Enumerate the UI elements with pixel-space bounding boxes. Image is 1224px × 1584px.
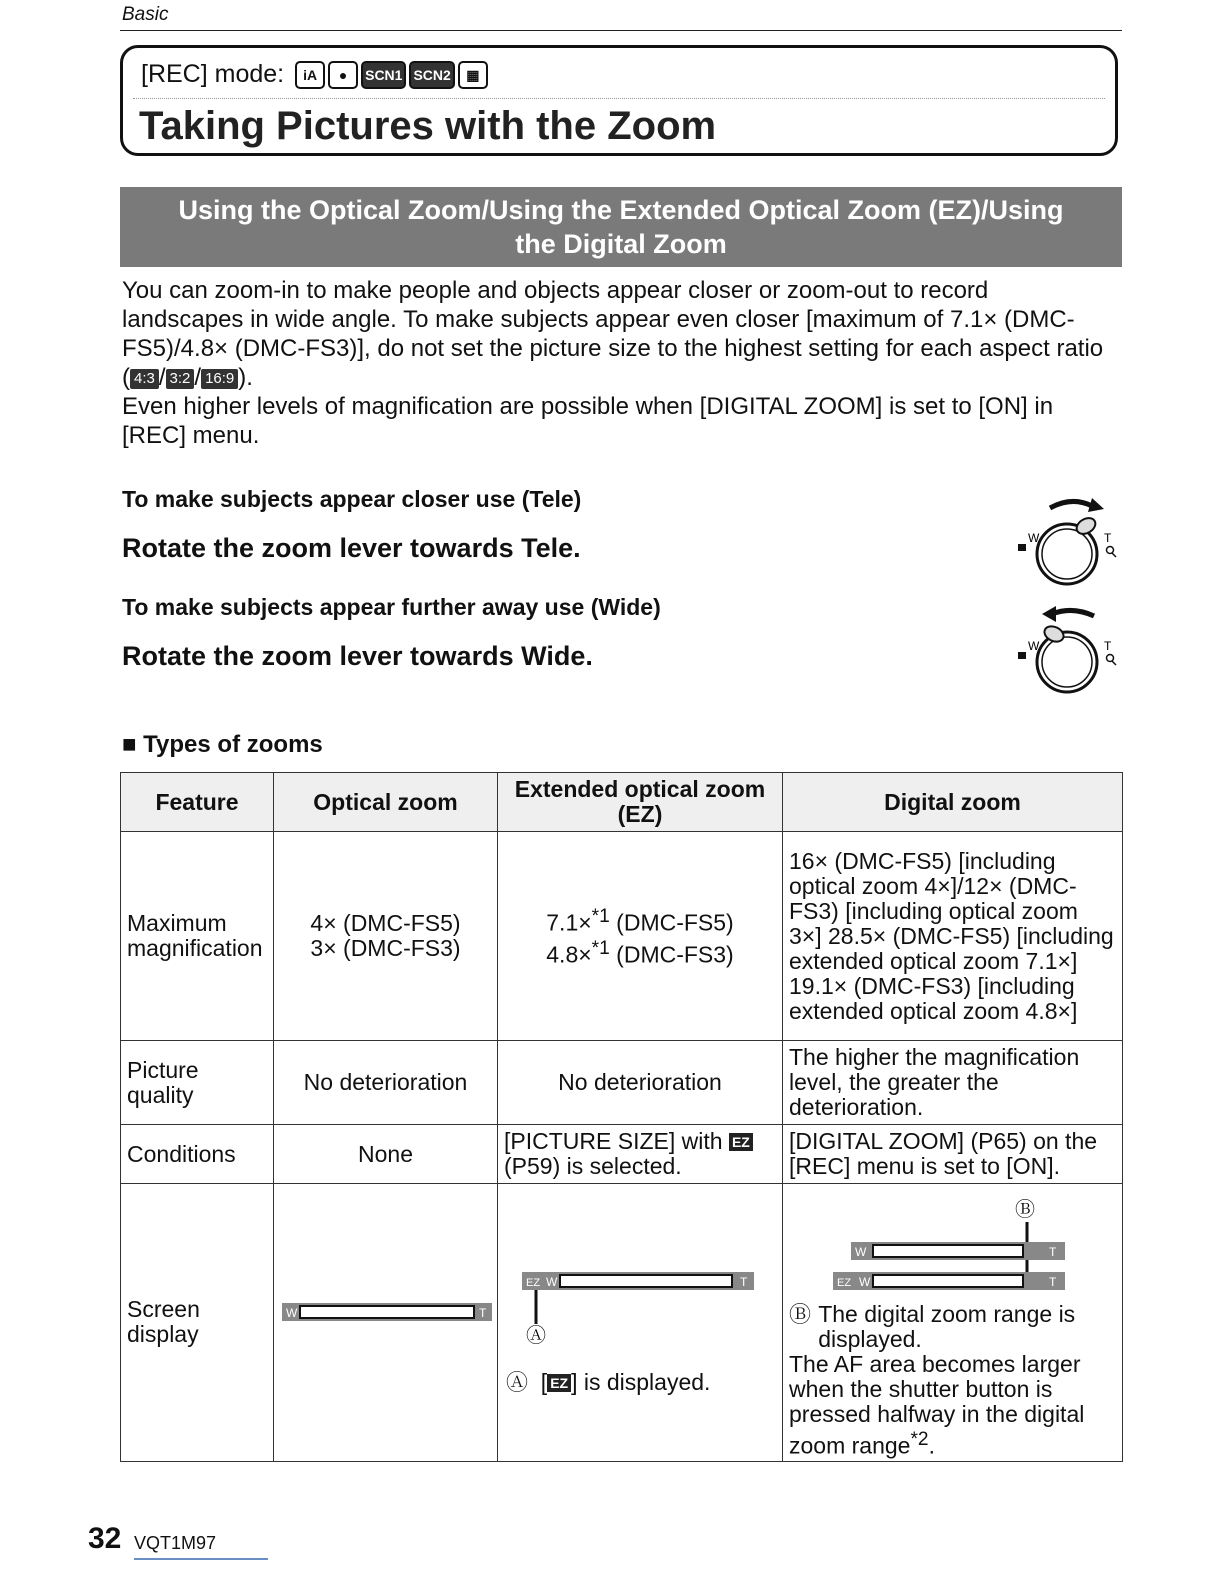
lever-w-label: W bbox=[1028, 639, 1040, 653]
types-heading bbox=[122, 731, 323, 759]
digital-note-b-text: The digital zoom range is displayed. bbox=[818, 1301, 1076, 1352]
table-row bbox=[121, 1125, 1123, 1184]
page-number: 32 bbox=[88, 1522, 122, 1555]
cell-max-label: Maximum magnification bbox=[121, 832, 274, 1041]
wide-subheading: To make subjects appear further away use (Wide) bbox=[122, 594, 661, 620]
cell-screen-label: Screen display bbox=[121, 1184, 274, 1462]
tele-subheading: To make subjects appear closer use (Tele) bbox=[122, 486, 582, 512]
bar-t-label: T bbox=[1049, 1275, 1057, 1289]
banner-line-2: the Digital Zoom bbox=[515, 229, 727, 259]
ez-fs3-model: (DMC-FS3) bbox=[609, 941, 734, 968]
intelligent-auto-icon: iA bbox=[295, 61, 325, 89]
bar-t-label: T bbox=[740, 1275, 748, 1289]
cell-quality-ez: No deterioration bbox=[498, 1041, 783, 1125]
bar-ez-label: EZ bbox=[837, 1277, 852, 1289]
cell-conditions-label: Conditions bbox=[121, 1125, 274, 1184]
ez-screen-note bbox=[504, 1370, 776, 1395]
intro-text bbox=[122, 276, 1112, 450]
cell-screen-optical bbox=[274, 1184, 498, 1462]
cell-quality-digital: The higher the magnification level, the greater the deterioration. bbox=[783, 1041, 1123, 1125]
tele-instruction: Rotate the zoom lever towards Tele. bbox=[122, 533, 581, 563]
digital-note bbox=[789, 1352, 1116, 1459]
bar-w-label: W bbox=[855, 1245, 867, 1259]
scene1-icon: SCN1 bbox=[361, 61, 406, 89]
intro-paragraph-1: You can zoom-in to make people and objects appear closer or zoom-out to record landscapes in wide angle. To make subjects appear even closer [maximum of 7.1× (DMC-FS5)/4.8× (DMC-FS3)], do not set the picture size to the highest setting for each aspect ratio ( 4:3 / 3:2 / 16:9 ). bbox=[122, 277, 1104, 391]
ez-icon: EZ bbox=[547, 1374, 571, 1392]
intro-paragraph-2: Even higher levels of magnification are possible when [DIGITAL ZOOM] is set to [ON] in [REC] menu. bbox=[122, 393, 1054, 449]
section-banner bbox=[120, 187, 1122, 267]
cell-conditions-digital: [DIGITAL ZOOM] (P65) on the [REC] menu is set to [ON]. bbox=[783, 1125, 1123, 1184]
bar-t-label: T bbox=[1049, 1245, 1057, 1259]
digital-note-text: The AF area becomes larger when the shutter button is pressed halfway in the digital zoom range bbox=[789, 1351, 1085, 1459]
cell-max-ez bbox=[498, 832, 783, 1041]
wide-instruction: Rotate the zoom lever towards Wide. bbox=[122, 641, 593, 671]
digital-zoom-bar-icon bbox=[789, 1186, 1115, 1298]
cell-conditions-optical: None bbox=[274, 1125, 498, 1184]
ez-note-mark: *1 bbox=[591, 906, 610, 928]
bar-ez-label: EZ bbox=[526, 1277, 541, 1289]
document-code: VQT1M97 bbox=[134, 1533, 217, 1553]
marker-b-label: Ⓑ bbox=[789, 1302, 812, 1327]
lever-w-label: W bbox=[1028, 531, 1040, 545]
ez-fs5-value: 7.1× bbox=[546, 910, 592, 936]
digital-note-mark: *2 bbox=[910, 1429, 929, 1450]
marker-b: Ⓑ bbox=[1015, 1197, 1035, 1221]
cell-screen-digital bbox=[783, 1184, 1123, 1462]
digital-note-b bbox=[789, 1302, 1116, 1352]
bar-w-label: W bbox=[546, 1275, 558, 1289]
bar-w-label: W bbox=[859, 1275, 871, 1289]
header-extended: Extended optical zoom (EZ) bbox=[498, 773, 783, 832]
header-feature: Feature bbox=[121, 773, 274, 832]
banner-line-1: Using the Optical Zoom/Using the Extended Optical Zoom (EZ)/Using bbox=[178, 195, 1064, 225]
zoom-lever-wide-icon bbox=[1012, 600, 1122, 700]
intro-part-1: You can zoom-in to make people and objects appear closer or zoom-out to record landscapes in wide angle. To make subjects appear even closer [maximum of 7.1× (DMC-FS5)/4.8× (DMC-FS3)], do not set the picture size to the highest setting for each aspect ratio ( bbox=[122, 277, 1104, 391]
aspect-ratio-16-9-icon: 16:9 bbox=[201, 369, 238, 389]
header-digital: Digital zoom bbox=[783, 773, 1123, 832]
ez-note-mark: *1 bbox=[591, 938, 610, 959]
ez-cond-before: [PICTURE SIZE] with bbox=[504, 1128, 729, 1154]
table-row bbox=[121, 832, 1123, 1041]
marker-a: Ⓐ bbox=[526, 1323, 546, 1346]
table-header-row bbox=[121, 773, 1123, 832]
cell-screen-ez bbox=[498, 1184, 783, 1462]
ez-icon: EZ bbox=[729, 1133, 753, 1151]
ez-cond-after: (P59) is selected. bbox=[504, 1153, 682, 1179]
rec-mode-label: [REC] mode: bbox=[141, 60, 285, 88]
aspect-ratio-4-3-icon: 4:3 bbox=[130, 369, 159, 389]
ez-note-close: ] is displayed. bbox=[571, 1369, 711, 1395]
cell-max-digital: 16× (DMC-FS5) [including optical zoom 4×]/12× (DMC-FS3) [including optical zoom 3×] 28.5× (DMC-FS5) [including extended optical zoom 7.1×] 19.1× (DMC-FS3) [including extended optical zoom 4.8×] bbox=[783, 832, 1123, 1041]
header-optical: Optical zoom bbox=[274, 773, 498, 832]
lever-t-label: T bbox=[1104, 639, 1112, 653]
scene2-icon: SCN2 bbox=[409, 61, 454, 89]
section-label: Basic bbox=[122, 4, 169, 25]
motion-picture-icon: ▦ bbox=[458, 61, 488, 89]
ez-fs3 bbox=[504, 936, 776, 968]
ez-fs5 bbox=[504, 904, 776, 936]
zoom-types-table bbox=[120, 772, 1123, 1462]
bar-t-label: T bbox=[479, 1306, 487, 1321]
ez-fs5-model: (DMC-FS5) bbox=[609, 910, 734, 936]
bar-w-label: W bbox=[286, 1306, 298, 1321]
ez-note-open: [ bbox=[540, 1369, 548, 1395]
cell-quality-optical: No deterioration bbox=[274, 1041, 498, 1125]
zoom-lever-tele-icon bbox=[1012, 492, 1122, 592]
title-separator bbox=[133, 98, 1105, 99]
lever-t-label: T bbox=[1104, 531, 1112, 545]
table-row bbox=[121, 1041, 1123, 1125]
rec-mode-line bbox=[141, 60, 488, 89]
cell-conditions-ez bbox=[498, 1125, 783, 1184]
footer-rule bbox=[134, 1558, 268, 1560]
types-heading-text: Types of zooms bbox=[143, 731, 323, 758]
bullet-square-icon: ■ bbox=[122, 731, 137, 758]
cell-quality-label: Picture quality bbox=[121, 1041, 274, 1125]
aspect-ratio-3-2-icon: 3:2 bbox=[166, 369, 195, 389]
cell-max-optical bbox=[274, 832, 498, 1041]
intro-part-2: ). bbox=[238, 364, 253, 391]
optical-zoom-bar-icon bbox=[280, 1297, 494, 1327]
normal-picture-icon: ● bbox=[328, 61, 358, 89]
header-rule bbox=[120, 30, 1122, 31]
table-row bbox=[121, 1184, 1123, 1462]
extended-zoom-bar-icon bbox=[520, 1266, 760, 1346]
optical-fs3: 3× (DMC-FS3) bbox=[310, 935, 461, 961]
ez-fs3-value: 4.8× bbox=[546, 941, 592, 968]
marker-a-label: Ⓐ bbox=[506, 1370, 529, 1395]
page-title: Taking Pictures with the Zoom bbox=[139, 104, 717, 148]
optical-fs5: 4× (DMC-FS5) bbox=[310, 910, 461, 936]
digital-note-end: . bbox=[928, 1432, 935, 1459]
title-box bbox=[120, 45, 1118, 156]
